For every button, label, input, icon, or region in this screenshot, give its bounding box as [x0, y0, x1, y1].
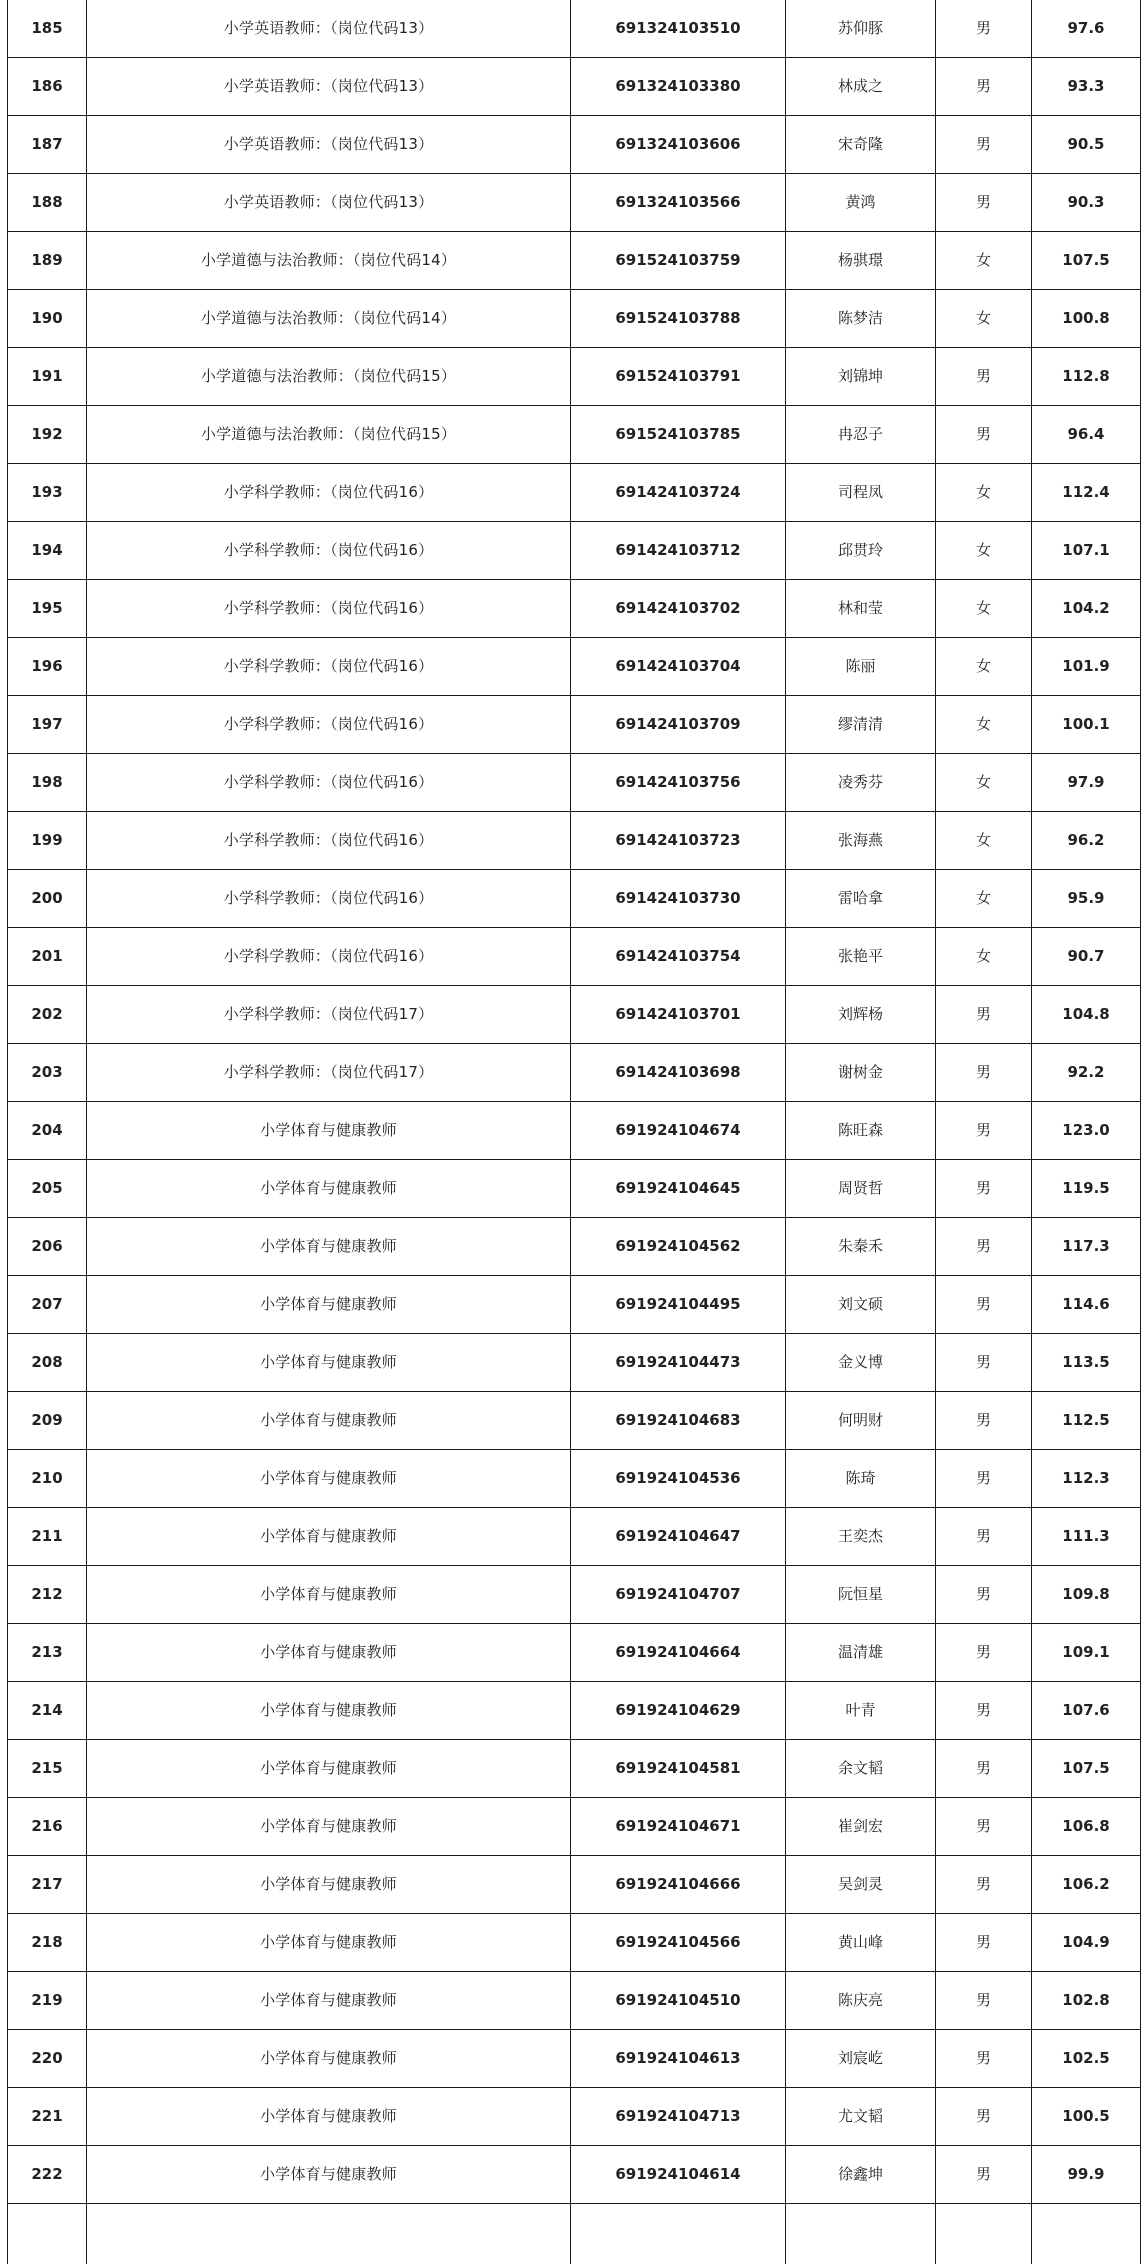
cell-sex: [936, 2204, 1032, 2265]
cell-sex: 男: [936, 1624, 1032, 1682]
cell-index: 210: [8, 1450, 87, 1508]
cell-position: 小学体育与健康教师: [87, 1508, 571, 1566]
table-row: [8, 1160, 1141, 1218]
cell-sex: 男: [936, 1740, 1032, 1798]
cell-score: 90.3: [1032, 174, 1141, 232]
cell-score: 112.5: [1032, 1392, 1141, 1450]
cell-sex: 男: [936, 1044, 1032, 1102]
cell-position: 小学道德与法治教师：（岗位代码14）: [87, 232, 571, 290]
cell-sex: 男: [936, 348, 1032, 406]
cell-name: 何明财: [786, 1392, 936, 1450]
cell-index: 208: [8, 1334, 87, 1392]
cell-score: 93.3: [1032, 58, 1141, 116]
cell-position: 小学道德与法治教师：（岗位代码15）: [87, 348, 571, 406]
cell-position: 小学体育与健康教师: [87, 1334, 571, 1392]
cell-index: 192: [8, 406, 87, 464]
cell-score: 106.2: [1032, 1856, 1141, 1914]
table-row: [8, 638, 1141, 696]
cell-score: 107.5: [1032, 1740, 1141, 1798]
table-row: [8, 1102, 1141, 1160]
cell-index: 217: [8, 1856, 87, 1914]
cell-score: 123.0: [1032, 1102, 1141, 1160]
cell-exam-id: 691424103723: [571, 812, 786, 870]
cell-name: 尤文韬: [786, 2088, 936, 2146]
table-row: [8, 522, 1141, 580]
table-row: [8, 986, 1141, 1044]
cell-sex: 女: [936, 522, 1032, 580]
cell-sex: 男: [936, 1334, 1032, 1392]
table-row: [8, 1450, 1141, 1508]
cell-position: 小学体育与健康教师: [87, 1392, 571, 1450]
cell-index: 212: [8, 1566, 87, 1624]
cell-score: 112.8: [1032, 348, 1141, 406]
cell-exam-id: 691924104536: [571, 1450, 786, 1508]
cell-exam-id: 691524103785: [571, 406, 786, 464]
cell-index: 194: [8, 522, 87, 580]
cell-name: 黄山峰: [786, 1914, 936, 1972]
cell-position: 小学体育与健康教师: [87, 1972, 571, 2030]
cell-exam-id: 691324103606: [571, 116, 786, 174]
cell-name: 叶青: [786, 1682, 936, 1740]
table-row: [8, 174, 1141, 232]
cell-exam-id: 691924104473: [571, 1334, 786, 1392]
cell-name: 刘锦坤: [786, 348, 936, 406]
cell-position: 小学体育与健康教师: [87, 1740, 571, 1798]
table-row: [8, 1218, 1141, 1276]
cell-name: 陈庆亮: [786, 1972, 936, 2030]
cell-sex: 男: [936, 2146, 1032, 2204]
table-row: [8, 696, 1141, 754]
cell-index: 185: [8, 0, 87, 58]
cell-position: 小学科学教师：（岗位代码16）: [87, 638, 571, 696]
cell-position: 小学科学教师：（岗位代码16）: [87, 464, 571, 522]
cell-exam-id: 691924104664: [571, 1624, 786, 1682]
cell-name: 邱贯玲: [786, 522, 936, 580]
cell-index: 197: [8, 696, 87, 754]
cell-score: 112.3: [1032, 1450, 1141, 1508]
cell-score: 100.8: [1032, 290, 1141, 348]
cell-exam-id: 691924104566: [571, 1914, 786, 1972]
cell-sex: 女: [936, 580, 1032, 638]
cell-sex: 男: [936, 58, 1032, 116]
cell-name: 司程凤: [786, 464, 936, 522]
table-row: [8, 1392, 1141, 1450]
table-row: [8, 1276, 1141, 1334]
cell-exam-id: 691524103759: [571, 232, 786, 290]
cell-score: 102.5: [1032, 2030, 1141, 2088]
cell-score: 97.9: [1032, 754, 1141, 812]
cell-index: 219: [8, 1972, 87, 2030]
cell-name: 黄鸿: [786, 174, 936, 232]
cell-index: 209: [8, 1392, 87, 1450]
cell-position: 小学体育与健康教师: [87, 1682, 571, 1740]
cell-name: 宋奇隆: [786, 116, 936, 174]
cell-sex: 女: [936, 928, 1032, 986]
cell-name: 张艳平: [786, 928, 936, 986]
cell-exam-id: 691424103724: [571, 464, 786, 522]
cell-score: 106.8: [1032, 1798, 1141, 1856]
cell-position: 小学科学教师：（岗位代码17）: [87, 1044, 571, 1102]
cell-sex: 女: [936, 812, 1032, 870]
cell-exam-id: 691424103701: [571, 986, 786, 1044]
cell-exam-id: 691324103566: [571, 174, 786, 232]
table-row: [8, 1566, 1141, 1624]
results-table-container: [7, 0, 1140, 2264]
cell-sex: 男: [936, 986, 1032, 1044]
cell-index: 201: [8, 928, 87, 986]
cell-score: 90.5: [1032, 116, 1141, 174]
cell-score: 92.2: [1032, 1044, 1141, 1102]
cell-name: 陈旺森: [786, 1102, 936, 1160]
cell-position: 小学英语教师：（岗位代码13）: [87, 58, 571, 116]
cell-sex: 男: [936, 116, 1032, 174]
cell-score: 100.5: [1032, 2088, 1141, 2146]
cell-name: 周贤哲: [786, 1160, 936, 1218]
cell-score: 107.6: [1032, 1682, 1141, 1740]
table-row: [8, 1914, 1141, 1972]
cell-sex: 男: [936, 406, 1032, 464]
cell-score: 90.7: [1032, 928, 1141, 986]
cell-position: [87, 2204, 571, 2265]
cell-score: 109.8: [1032, 1566, 1141, 1624]
cell-exam-id: 691424103709: [571, 696, 786, 754]
table-row: [8, 1740, 1141, 1798]
cell-index: 196: [8, 638, 87, 696]
cell-index: 190: [8, 290, 87, 348]
cell-name: 阮恒星: [786, 1566, 936, 1624]
cell-index: 221: [8, 2088, 87, 2146]
cell-score: 102.8: [1032, 1972, 1141, 2030]
table-row-partial: [8, 2204, 1141, 2265]
cell-score: 100.1: [1032, 696, 1141, 754]
cell-exam-id: 691924104674: [571, 1102, 786, 1160]
cell-exam-id: 691424103698: [571, 1044, 786, 1102]
cell-exam-id: 691424103730: [571, 870, 786, 928]
cell-name: 朱秦禾: [786, 1218, 936, 1276]
cell-sex: 男: [936, 1972, 1032, 2030]
cell-sex: 女: [936, 696, 1032, 754]
cell-index: 205: [8, 1160, 87, 1218]
cell-index: 204: [8, 1102, 87, 1160]
cell-index: 186: [8, 58, 87, 116]
cell-score: 112.4: [1032, 464, 1141, 522]
cell-exam-id: 691924104645: [571, 1160, 786, 1218]
cell-sex: 男: [936, 1682, 1032, 1740]
cell-position: 小学道德与法治教师：（岗位代码15）: [87, 406, 571, 464]
cell-score: 104.8: [1032, 986, 1141, 1044]
cell-name: 余文韬: [786, 1740, 936, 1798]
cell-sex: 男: [936, 0, 1032, 58]
cell-index: 215: [8, 1740, 87, 1798]
table-row: [8, 928, 1141, 986]
table-row: [8, 0, 1141, 58]
cell-position: 小学科学教师：（岗位代码16）: [87, 928, 571, 986]
cell-exam-id: [571, 2204, 786, 2265]
cell-name: 徐鑫坤: [786, 2146, 936, 2204]
table-row: [8, 1798, 1141, 1856]
cell-sex: 男: [936, 1508, 1032, 1566]
table-row: [8, 58, 1141, 116]
cell-name: 陈梦洁: [786, 290, 936, 348]
cell-name: 雷哈拿: [786, 870, 936, 928]
cell-sex: 女: [936, 464, 1032, 522]
cell-position: 小学体育与健康教师: [87, 1450, 571, 1508]
cell-exam-id: 691924104666: [571, 1856, 786, 1914]
table-row: [8, 406, 1141, 464]
cell-name: 陈丽: [786, 638, 936, 696]
table-row: [8, 1508, 1141, 1566]
cell-score: 99.9: [1032, 2146, 1141, 2204]
table-row: [8, 464, 1141, 522]
table-row: [8, 1334, 1141, 1392]
cell-index: 195: [8, 580, 87, 638]
cell-sex: 男: [936, 1392, 1032, 1450]
cell-position: 小学科学教师：（岗位代码16）: [87, 754, 571, 812]
cell-score: 96.4: [1032, 406, 1141, 464]
cell-name: 王奕杰: [786, 1508, 936, 1566]
cell-sex: 男: [936, 1218, 1032, 1276]
table-row: [8, 580, 1141, 638]
cell-exam-id: 691924104614: [571, 2146, 786, 2204]
cell-score: 119.5: [1032, 1160, 1141, 1218]
cell-name: 缪清清: [786, 696, 936, 754]
cell-exam-id: 691524103791: [571, 348, 786, 406]
table-row: [8, 2030, 1141, 2088]
cell-score: 97.6: [1032, 0, 1141, 58]
cell-index: 206: [8, 1218, 87, 1276]
cell-exam-id: 691424103702: [571, 580, 786, 638]
cell-sex: 男: [936, 174, 1032, 232]
cell-position: 小学体育与健康教师: [87, 1102, 571, 1160]
table-row: [8, 1624, 1141, 1682]
cell-name: 凌秀芬: [786, 754, 936, 812]
table-row: [8, 1972, 1141, 2030]
results-table-body: [8, 0, 1141, 2264]
cell-index: 199: [8, 812, 87, 870]
cell-score: 104.9: [1032, 1914, 1141, 1972]
cell-index: 216: [8, 1798, 87, 1856]
table-row: [8, 348, 1141, 406]
cell-exam-id: 691924104562: [571, 1218, 786, 1276]
cell-position: 小学体育与健康教师: [87, 2146, 571, 2204]
cell-score: 111.3: [1032, 1508, 1141, 1566]
cell-index: 198: [8, 754, 87, 812]
cell-exam-id: 691924104510: [571, 1972, 786, 2030]
cell-position: 小学科学教师：（岗位代码16）: [87, 870, 571, 928]
cell-score: 114.6: [1032, 1276, 1141, 1334]
cell-exam-id: 691924104613: [571, 2030, 786, 2088]
cell-position: 小学英语教师：（岗位代码13）: [87, 116, 571, 174]
cell-sex: 男: [936, 1160, 1032, 1218]
cell-position: 小学科学教师：（岗位代码16）: [87, 522, 571, 580]
cell-position: 小学科学教师：（岗位代码16）: [87, 812, 571, 870]
cell-exam-id: 691924104581: [571, 1740, 786, 1798]
cell-position: 小学体育与健康教师: [87, 2030, 571, 2088]
table-row: [8, 1856, 1141, 1914]
table-row: [8, 116, 1141, 174]
table-row: [8, 290, 1141, 348]
cell-sex: 男: [936, 1276, 1032, 1334]
cell-position: 小学英语教师：（岗位代码13）: [87, 0, 571, 58]
cell-index: 187: [8, 116, 87, 174]
cell-name: 张海燕: [786, 812, 936, 870]
cell-exam-id: 691324103510: [571, 0, 786, 58]
cell-name: 苏仰豚: [786, 0, 936, 58]
cell-score: 101.9: [1032, 638, 1141, 696]
cell-sex: 女: [936, 638, 1032, 696]
cell-exam-id: 691924104713: [571, 2088, 786, 2146]
cell-position: 小学体育与健康教师: [87, 2088, 571, 2146]
table-row: [8, 1044, 1141, 1102]
cell-name: 林成之: [786, 58, 936, 116]
cell-exam-id: 691424103756: [571, 754, 786, 812]
cell-score: 104.2: [1032, 580, 1141, 638]
cell-name: 陈琦: [786, 1450, 936, 1508]
cell-score: 117.3: [1032, 1218, 1141, 1276]
cell-position: 小学体育与健康教师: [87, 1218, 571, 1276]
cell-score: [1032, 2204, 1141, 2265]
cell-position: 小学体育与健康教师: [87, 1914, 571, 1972]
cell-index: 188: [8, 174, 87, 232]
table-row: [8, 232, 1141, 290]
cell-index: 220: [8, 2030, 87, 2088]
cell-score: 109.1: [1032, 1624, 1141, 1682]
cell-exam-id: 691524103788: [571, 290, 786, 348]
cell-name: 林和莹: [786, 580, 936, 638]
cell-score: 113.5: [1032, 1334, 1141, 1392]
cell-index: 203: [8, 1044, 87, 1102]
cell-exam-id: 691924104647: [571, 1508, 786, 1566]
cell-score: 95.9: [1032, 870, 1141, 928]
cell-sex: 男: [936, 1914, 1032, 1972]
cell-index: 189: [8, 232, 87, 290]
cell-position: 小学科学教师：（岗位代码16）: [87, 696, 571, 754]
cell-name: 温清雄: [786, 1624, 936, 1682]
cell-index: 202: [8, 986, 87, 1044]
cell-exam-id: 691424103704: [571, 638, 786, 696]
table-row: [8, 812, 1141, 870]
cell-sex: 女: [936, 232, 1032, 290]
cell-name: 冉忍子: [786, 406, 936, 464]
cell-position: 小学体育与健康教师: [87, 1798, 571, 1856]
cell-position: 小学道德与法治教师：（岗位代码14）: [87, 290, 571, 348]
cell-name: 吴剑灵: [786, 1856, 936, 1914]
cell-position: 小学科学教师：（岗位代码17）: [87, 986, 571, 1044]
cell-sex: 男: [936, 1102, 1032, 1160]
cell-exam-id: 691924104683: [571, 1392, 786, 1450]
results-table: [7, 0, 1141, 2264]
cell-exam-id: 691424103754: [571, 928, 786, 986]
cell-index: [8, 2204, 87, 2265]
cell-index: 191: [8, 348, 87, 406]
cell-position: 小学体育与健康教师: [87, 1624, 571, 1682]
cell-exam-id: 691924104495: [571, 1276, 786, 1334]
cell-sex: 男: [936, 2088, 1032, 2146]
cell-exam-id: 691324103380: [571, 58, 786, 116]
cell-name: 谢树金: [786, 1044, 936, 1102]
cell-sex: 男: [936, 1798, 1032, 1856]
cell-position: 小学体育与健康教师: [87, 1160, 571, 1218]
cell-index: 207: [8, 1276, 87, 1334]
cell-index: 218: [8, 1914, 87, 1972]
cell-index: 214: [8, 1682, 87, 1740]
cell-position: 小学体育与健康教师: [87, 1276, 571, 1334]
table-row: [8, 754, 1141, 812]
cell-sex: 男: [936, 1566, 1032, 1624]
cell-score: 107.1: [1032, 522, 1141, 580]
cell-position: 小学体育与健康教师: [87, 1566, 571, 1624]
cell-index: 200: [8, 870, 87, 928]
cell-name: 刘文硕: [786, 1276, 936, 1334]
cell-exam-id: 691924104629: [571, 1682, 786, 1740]
cell-score: 96.2: [1032, 812, 1141, 870]
table-row: [8, 2088, 1141, 2146]
cell-exam-id: 691924104707: [571, 1566, 786, 1624]
cell-exam-id: 691424103712: [571, 522, 786, 580]
cell-position: 小学体育与健康教师: [87, 1856, 571, 1914]
cell-name: 刘宸屹: [786, 2030, 936, 2088]
table-row: [8, 2146, 1141, 2204]
cell-sex: 男: [936, 1450, 1032, 1508]
cell-index: 213: [8, 1624, 87, 1682]
cell-name: [786, 2204, 936, 2265]
cell-sex: 女: [936, 754, 1032, 812]
cell-index: 222: [8, 2146, 87, 2204]
cell-index: 193: [8, 464, 87, 522]
cell-name: 杨骐璟: [786, 232, 936, 290]
cell-sex: 女: [936, 290, 1032, 348]
cell-position: 小学科学教师：（岗位代码16）: [87, 580, 571, 638]
cell-sex: 男: [936, 2030, 1032, 2088]
table-row: [8, 870, 1141, 928]
cell-score: 107.5: [1032, 232, 1141, 290]
cell-sex: 男: [936, 1856, 1032, 1914]
table-row: [8, 1682, 1141, 1740]
cell-name: 刘辉杨: [786, 986, 936, 1044]
cell-name: 金义博: [786, 1334, 936, 1392]
cell-position: 小学英语教师：（岗位代码13）: [87, 174, 571, 232]
cell-index: 211: [8, 1508, 87, 1566]
cell-name: 崔剑宏: [786, 1798, 936, 1856]
cell-sex: 女: [936, 870, 1032, 928]
cell-exam-id: 691924104671: [571, 1798, 786, 1856]
